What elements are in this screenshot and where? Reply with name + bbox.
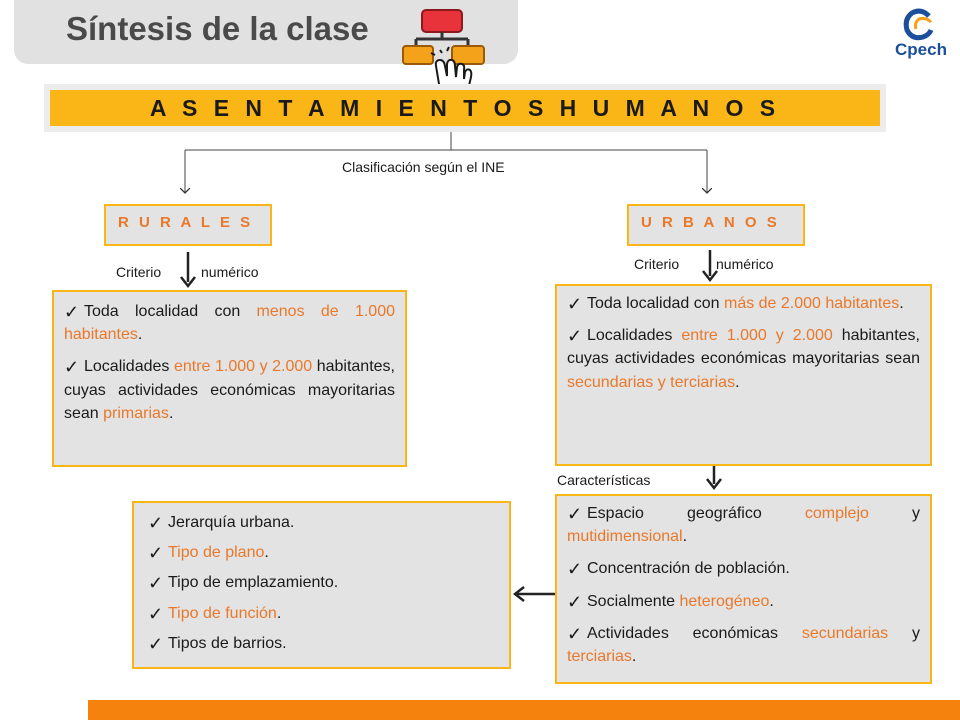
rurales-criteria-box (52, 290, 407, 467)
page-title: Síntesis de la clase (66, 10, 369, 47)
list-item: ✓ Toda localidad con menos de 1.000 habitantes. (64, 300, 395, 346)
list-item: ✓ Tipo de función. (148, 602, 497, 625)
logo-text: Cpech (895, 40, 947, 59)
checkmark-icon: ✓ (148, 603, 164, 624)
list-item: ✓ Tipo de emplazamiento. (148, 571, 497, 594)
list-item: ✓ Localidades entre 1.000 y 2.000 habitantes, cuyas actividades económicas mayoritarias sean primarias. (64, 355, 395, 425)
estudio-box (132, 501, 511, 669)
checkmark-icon: ✓ (567, 294, 583, 314)
caracteristicas-arrow (707, 465, 721, 488)
list-item: ✓ Localidades entre 1.000 y 2.000 habitantes, cuyas actividades económicas mayoritarias sean secundarias y terciarias. (567, 324, 920, 394)
list-item: ✓ Tipo de plano. (148, 541, 497, 564)
list-item: ✓ Socialmente heterogéneo. (567, 590, 920, 613)
list-item: ✓ Jerarquía urbana. (148, 511, 497, 534)
bottom-bar (88, 700, 960, 720)
caracteristicas-label: Características (557, 472, 651, 488)
list-item: ✓ Espacio geográfico complejo y mutidimensional. (567, 502, 920, 548)
main-banner: A S E N T A M I E N T O S H U M A N O S (50, 90, 880, 126)
list-item: ✓ Actividades económicas secundarias y terciarias. (567, 622, 920, 668)
criterion-arrow-rurales (181, 252, 195, 286)
checkmark-icon: ✓ (148, 513, 164, 533)
list-item: ✓ Concentración de población. (567, 557, 920, 580)
rurales-numeric-label: numérico (201, 264, 259, 280)
checkmark-icon: ✓ (567, 504, 583, 524)
checkmark-icon: ✓ (148, 633, 164, 654)
checkmark-icon: ✓ (64, 302, 80, 322)
rurales-criterion-label: Criterio (116, 264, 162, 280)
checkmark-icon: ✓ (148, 573, 164, 594)
checkmark-icon: ✓ (148, 543, 164, 564)
urbanos-label-box: U R B A N O S (627, 204, 805, 246)
checkmark-icon: ✓ (64, 357, 80, 378)
left-arrow (515, 587, 555, 601)
urbanos-numeric-label: numérico (716, 256, 774, 272)
checkmark-icon: ✓ (567, 591, 583, 612)
checkmark-icon: ✓ (567, 559, 583, 580)
list-item: ✓ Toda localidad con más de 2.000 habitantes. (567, 292, 920, 315)
checkmark-icon: ✓ (567, 326, 583, 347)
criterion-arrow-urbanos (703, 250, 717, 280)
list-item: ✓ Tipos de barrios. (148, 632, 497, 655)
caracteristicas-box (555, 494, 932, 684)
checkmark-icon: ✓ (567, 623, 583, 644)
urbanos-criterion-label: Criterio (634, 256, 680, 272)
rurales-label-box: R U R A L E S (104, 204, 272, 246)
urbanos-criteria-box (555, 284, 932, 466)
classification-label: Clasificación según el INE (342, 159, 505, 175)
